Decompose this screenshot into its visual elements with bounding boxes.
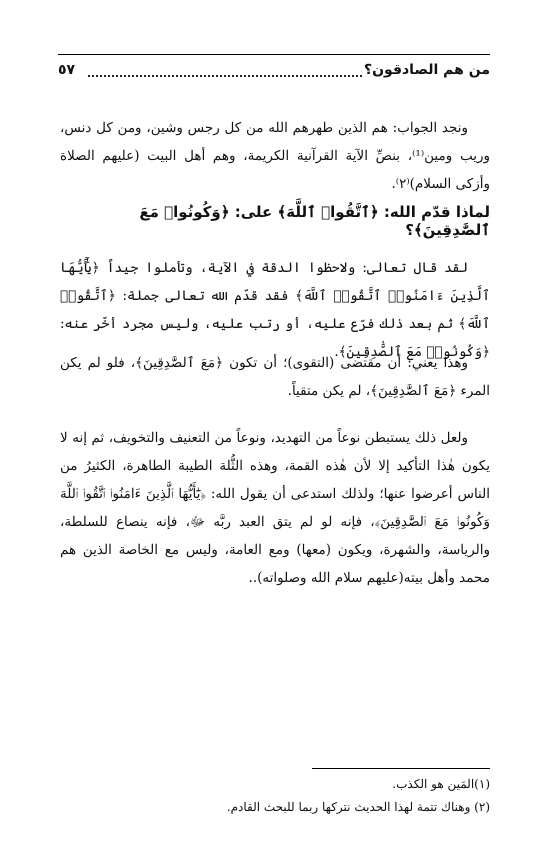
paragraph-warning: ولعل ذلك يستبطن نوعاً من التهديد، ونوعاً من التعنيف والتخويف، ثم إنه لا يكون هٰذا التأكيد إلا لأن هٰذه القمة، وهذه الثُّلة الطيبة الطاهرة، الكثيرُ من الناس أعرضوا عنها؛ ولذلك استدعى أن يقول الله: ﴿يَٰٓأَيُّهَا ٱلَّذِينَ ءَامَنُوا۟ ٱتَّقُوا۟ ٱللَّهَ وَكُونُوا۟ مَعَ ٱلصَّٰدِقِينَ﴾، فإنه لو لم يتق العبد ربَّه ﷻ، فإنه ينصاع للسلطة، والرياسة، والشهرة، ويكون (معها) ومع العامة، وليس مع الخاصة الذين هم محمد وأهل بيته(عليهم سلام الله وصلواته).. [60, 429, 490, 586]
running-header [58, 50, 490, 90]
paragraph-meaning: وهذا يعني: أن مقتضى (التقوى)؛ أن تكون ﴿مَعَ ٱلصَّٰدِقِينَ﴾، فلو لم يكن المرء ﴿مَعَ ٱلصَّٰدِقِينَ﴾، لم يكن متقياً. [60, 354, 490, 399]
paragraph-verse-analysis: لقد قال تعالى: ولاحظوا الدقة في الآية، وتأملوا جيداً ﴿يَٰٓأَيُّهَا ٱلَّذِينَ ءَامَنُوا۟ ٱتَّقُوا۟ ٱللَّهَ﴾ فقد قدّم الله تعالى جملة: ﴿ٱتَّقُوا۟ ٱللَّهَ﴾ ثم بعد ذلك فرّع عليه، أو رتب عليه، وليس مجرد أخّر عنه: ﴿وَكُونُوا۟ مَعَ ٱلصَّٰدِقِينَ﴾. [60, 259, 490, 360]
section-heading: لماذا قدّم الله: ﴿ٱتَّقُوا۟ ٱللَّهَ﴾ على: ﴿وَكُونُوا۟ مَعَ ٱلصَّٰدِقِينَ﴾؟ [139, 203, 490, 239]
header-row [58, 62, 490, 84]
footnote-2: (٢) وهناك تتمة لهذا الحديث نتركها ربما للبحث القادم. [226, 800, 490, 814]
paragraph-answer: ونجد الجواب: هم الذين طهرهم الله من كل رجس وشين، ومن كل دنس، وريب ومين⁽¹⁾، بنصِّ الآية القرآنية الكريمة، وهم أهل البيت (عليهم الصلاة وأزكى السلام)⁽٢⁾. [60, 119, 490, 192]
footnote-1: (١)المَين هو الكذب. [392, 777, 490, 791]
dotted-leader [88, 75, 362, 77]
header-rule [58, 54, 490, 55]
running-title: من هم الصادقون؟ [363, 62, 490, 78]
page-number: ٥٧ [58, 62, 76, 78]
footnote-rule [312, 768, 490, 769]
